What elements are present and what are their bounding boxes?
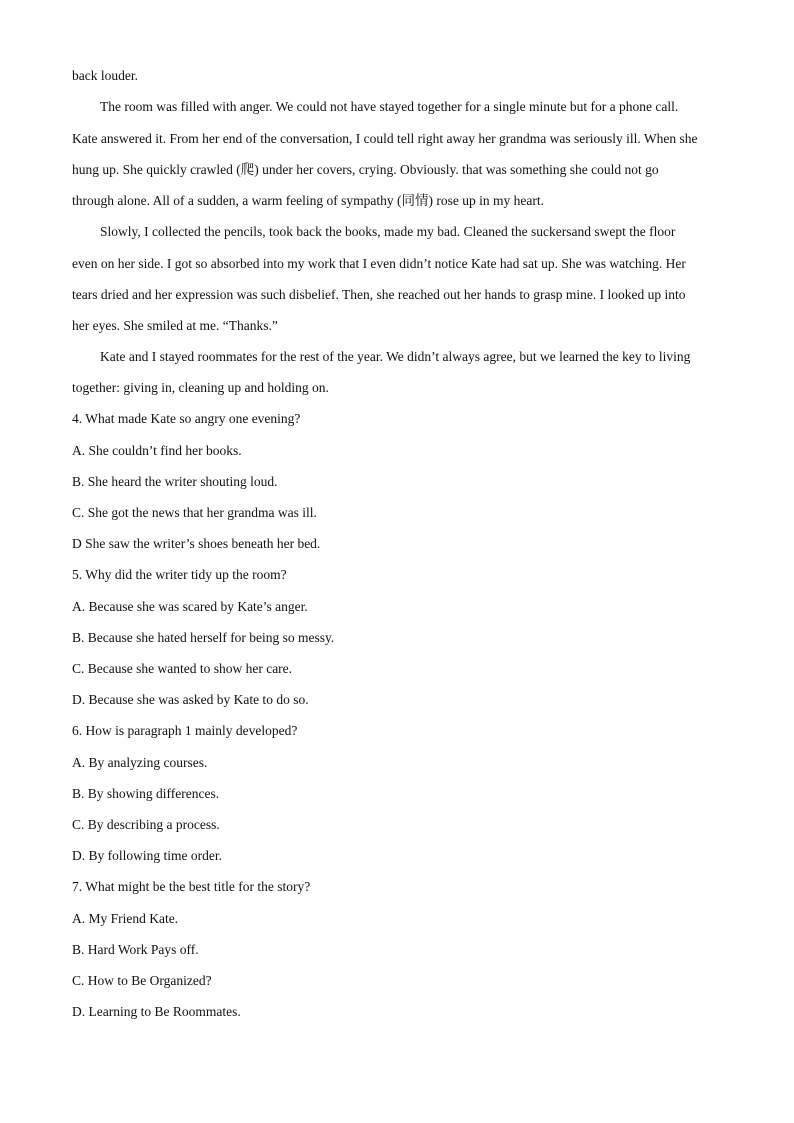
passage-line: together: giving in, cleaning up and holding on. <box>72 380 329 395</box>
answer-option: D. By following time order. <box>72 848 222 863</box>
passage-line: even on her side. I got so absorbed into my work that I even didn’t notice Kate had sat up. She was watching. Her <box>72 256 686 271</box>
passage-line: hung up. She quickly crawled (爬) under her covers, crying. Obviously. that was something she could not go <box>72 162 659 177</box>
answer-option: D. Learning to Be Roommates. <box>72 1004 241 1019</box>
passage-line: back louder. <box>72 68 138 83</box>
answer-option: C. How to Be Organized? <box>72 973 212 988</box>
question-stem: 5. Why did the writer tidy up the room? <box>72 567 287 582</box>
answer-option: C. Because she wanted to show her care. <box>72 661 293 676</box>
answer-option: A. Because she was scared by Kate’s anger. <box>72 599 308 614</box>
answer-option: B. Because she hated herself for being so messy. <box>72 630 335 645</box>
passage-line: Kate answered it. From her end of the conversation, I could tell right away her grandma was seriously ill. When she <box>72 131 698 146</box>
passage-line: The room was filled with anger. We could not have stayed together for a single minute but for a phone call. <box>100 99 679 114</box>
passage-line: through alone. All of a sudden, a warm feeling of sympathy (同情) rose up in my heart. <box>72 193 545 208</box>
answer-option: D. Because she was asked by Kate to do so. <box>72 692 309 707</box>
question-stem: 7. What might be the best title for the story? <box>72 879 311 894</box>
answer-option: A. By analyzing courses. <box>72 755 208 770</box>
passage-line: Slowly, I collected the pencils, took back the books, made my bad. Cleaned the suckersand swept the floor <box>100 224 676 239</box>
answer-option: B. Hard Work Pays off. <box>72 942 199 957</box>
question-stem: 6. How is paragraph 1 mainly developed? <box>72 723 298 738</box>
answer-option: C. By describing a process. <box>72 817 220 832</box>
answer-option: A. My Friend Kate. <box>72 911 179 926</box>
answer-option: A. She couldn’t find her books. <box>72 443 242 458</box>
question-stem: 4. What made Kate so angry one evening? <box>72 411 301 426</box>
answer-option: B. By showing differences. <box>72 786 220 801</box>
answer-option: C. She got the news that her grandma was ill. <box>72 505 317 520</box>
passage-line: Kate and I stayed roommates for the rest of the year. We didn’t always agree, but we learned the key to living <box>100 349 691 364</box>
answer-option: D She saw the writer’s shoes beneath her bed. <box>72 536 321 551</box>
passage-line: her eyes. She smiled at me. “Thanks.” <box>72 318 278 333</box>
passage-line: tears dried and her expression was such disbelief. Then, she reached out her hands to grasp mine. I looked up into <box>72 287 686 302</box>
answer-option: B. She heard the writer shouting loud. <box>72 474 278 489</box>
